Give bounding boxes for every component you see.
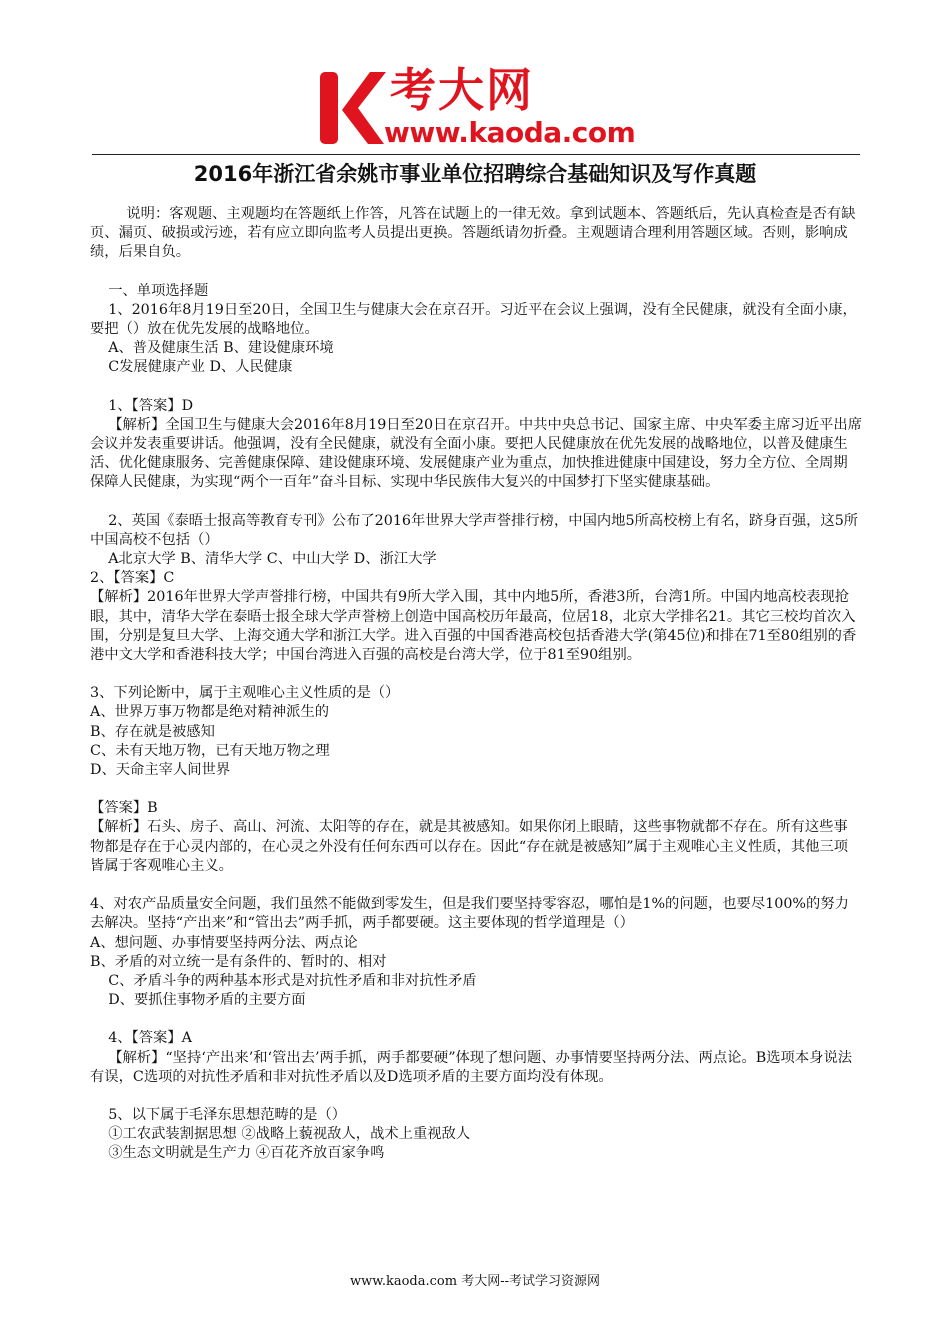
paragraph: A、想问题、办事情要坚持两分法、两点论 bbox=[90, 934, 358, 951]
paragraph: C发展健康产业 D、人民健康 bbox=[90, 359, 293, 376]
paragraph: 5、以下属于毛泽东思想范畴的是（） bbox=[90, 1106, 347, 1123]
paragraph: D、天命主宰人间世界 bbox=[90, 762, 231, 779]
paragraph: C、未有天地万物，已有天地万物之理 bbox=[90, 742, 330, 759]
paragraph: 2、英国《泰晤士报高等教育专刊》公布了2016年世界大学声誉排行榜，中国内地5所高校榜上有名，跻身百强，这5所中国高校不包括（） bbox=[90, 512, 859, 548]
paragraph: 【解析】石头、房子、高山、河流、太阳等的存在，就是其被感知。如果你闭上眼睛，这些事物就都不存在。所有这些事物都是存在于心灵内部的，在心灵之外没有任何东西可以存在。因此“存在就是被感知”属于主观唯心主义性质，其他三项皆属于客观唯心主义。 bbox=[90, 819, 849, 874]
document-title: 2016年浙江省余姚市事业单位招聘综合基础知识及写作真题 bbox=[193, 162, 757, 186]
paragraph: 4、对农产品质量安全问题，我们虽然不能做到零发生，但是我们要坚持零容忍，哪怕是1%的问题，也要尽100%的努力去解决。坚持“产出来”和“管出去”两手抓，两手都要硬。这主要体现的哲学道理是（） bbox=[90, 896, 849, 932]
paragraph: 3、下列论断中，属于主观唯心主义性质的是（） bbox=[90, 685, 400, 702]
paragraph: A北京大学 B、清华大学 C、中山大学 D、浙江大学 bbox=[90, 551, 437, 568]
logo-brand-text: 考大网 bbox=[390, 63, 534, 117]
paragraph-gap bbox=[90, 493, 862, 512]
paragraph: 1、2016年8月19日至20日，全国卫生与健康大会在京召开。习近平在会议上强调，没有全民健康，就没有全面小康，要把（）放在优先发展的战略地位。 bbox=[90, 301, 857, 338]
document-body bbox=[90, 205, 862, 1164]
paragraph: 【解析】“坚持‘产出来’和‘管出去’两手抓，两手都要硬”体现了想问题、办事情要坚持两分法、两点论。B选项本身说法有误，C选项的对抗性矛盾和非对抗性矛盾以及D选项矛盾的主要方面均没有体现。 bbox=[90, 1049, 853, 1085]
paragraph-gap bbox=[90, 876, 862, 895]
paragraph: 1、【答案】D bbox=[90, 397, 194, 414]
paragraph: C、矛盾斗争的两种基本形式是对抗性矛盾和非对抗性矛盾 bbox=[90, 972, 477, 989]
paragraph: 说明：客观题、主观题均在答题纸上作答，凡答在试题上的一律无效。拿到试题本、答题纸后，先认真检查是否有缺页、漏页、破损或污迹，若有应立即向监考人员提出更换。答题纸请勿折叠。主观题请合理利用答题区域。否则，影响成绩，后果自负。 bbox=[90, 206, 856, 261]
paragraph: B、存在就是被感知 bbox=[90, 723, 215, 740]
paragraph-gap bbox=[90, 780, 862, 799]
paragraph-gap bbox=[90, 665, 862, 684]
paragraph: 一、单项选择题 bbox=[90, 282, 209, 299]
paragraph-gap bbox=[90, 263, 862, 282]
paragraph: A、世界万事万物都是绝对精神派生的 bbox=[90, 704, 330, 721]
paragraph: 【解析】全国卫生与健康大会2016年8月19日至20日在京召开。中共中央总书记、国家主席、中央军委主席习近平出席会议并发表重要讲话。他强调，没有全民健康，就没有全面小康。要把人民健康放在优先发展的战略地位，以普及健康生活、优化健康服务、完善健康保障、建设健康环境、发展健康产业为重点，加快推进健康中国建设，努力全方位、全周期保障人民健康，为实现“两个一百年”奋斗目标、实现中华民族伟大复兴的中国梦打下坚实健康基础。 bbox=[90, 416, 863, 491]
paragraph-gap bbox=[90, 1087, 862, 1106]
header-rule bbox=[92, 154, 860, 155]
paragraph: ①工农武装割据思想 ②战略上藐视敌人，战术上重视敌人 bbox=[90, 1126, 471, 1143]
paragraph: 【答案】B bbox=[90, 800, 158, 817]
paragraph: B、矛盾的对立统一是有条件的、暂时的、相对 bbox=[90, 953, 387, 970]
paragraph-gap bbox=[90, 378, 862, 397]
paragraph: ③生态文明就是生产力 ④百花齐放百家争鸣 bbox=[90, 1145, 385, 1162]
k-logo-icon bbox=[318, 66, 388, 148]
page-footer: www.kaoda.com 考大网--考试学习资源网 bbox=[350, 1274, 600, 1289]
paragraph: D、要抓住事物矛盾的主要方面 bbox=[90, 992, 306, 1009]
paragraph-gap bbox=[90, 1010, 862, 1029]
paragraph: 2、【答案】C bbox=[90, 570, 175, 587]
paragraph: A、普及健康生活 B、建设健康环境 bbox=[90, 340, 334, 357]
paragraph: 【解析】2016年世界大学声誉排行榜，中国共有9所大学入围，其中内地5所，香港3所，台湾1所。中国内地高校表现抢眼，其中，清华大学在泰晤士报全球大学声誉榜上创造中国高校历年最高，位居18，北京大学排名21。其它三校均首次入围，分别是复旦大学、上海交通大学和浙江大学。进入百强的中国香港高校包括香港大学(第45位)和排在71至80组别的香港中文大学和香港科技大学；中国台湾进入百强的高校是台湾大学，位于81至90组别。 bbox=[90, 589, 857, 664]
logo-url-text: www.kaoda.com bbox=[384, 116, 636, 149]
kaoda-logo bbox=[318, 63, 638, 152]
paragraph: 4、【答案】A bbox=[90, 1030, 192, 1047]
